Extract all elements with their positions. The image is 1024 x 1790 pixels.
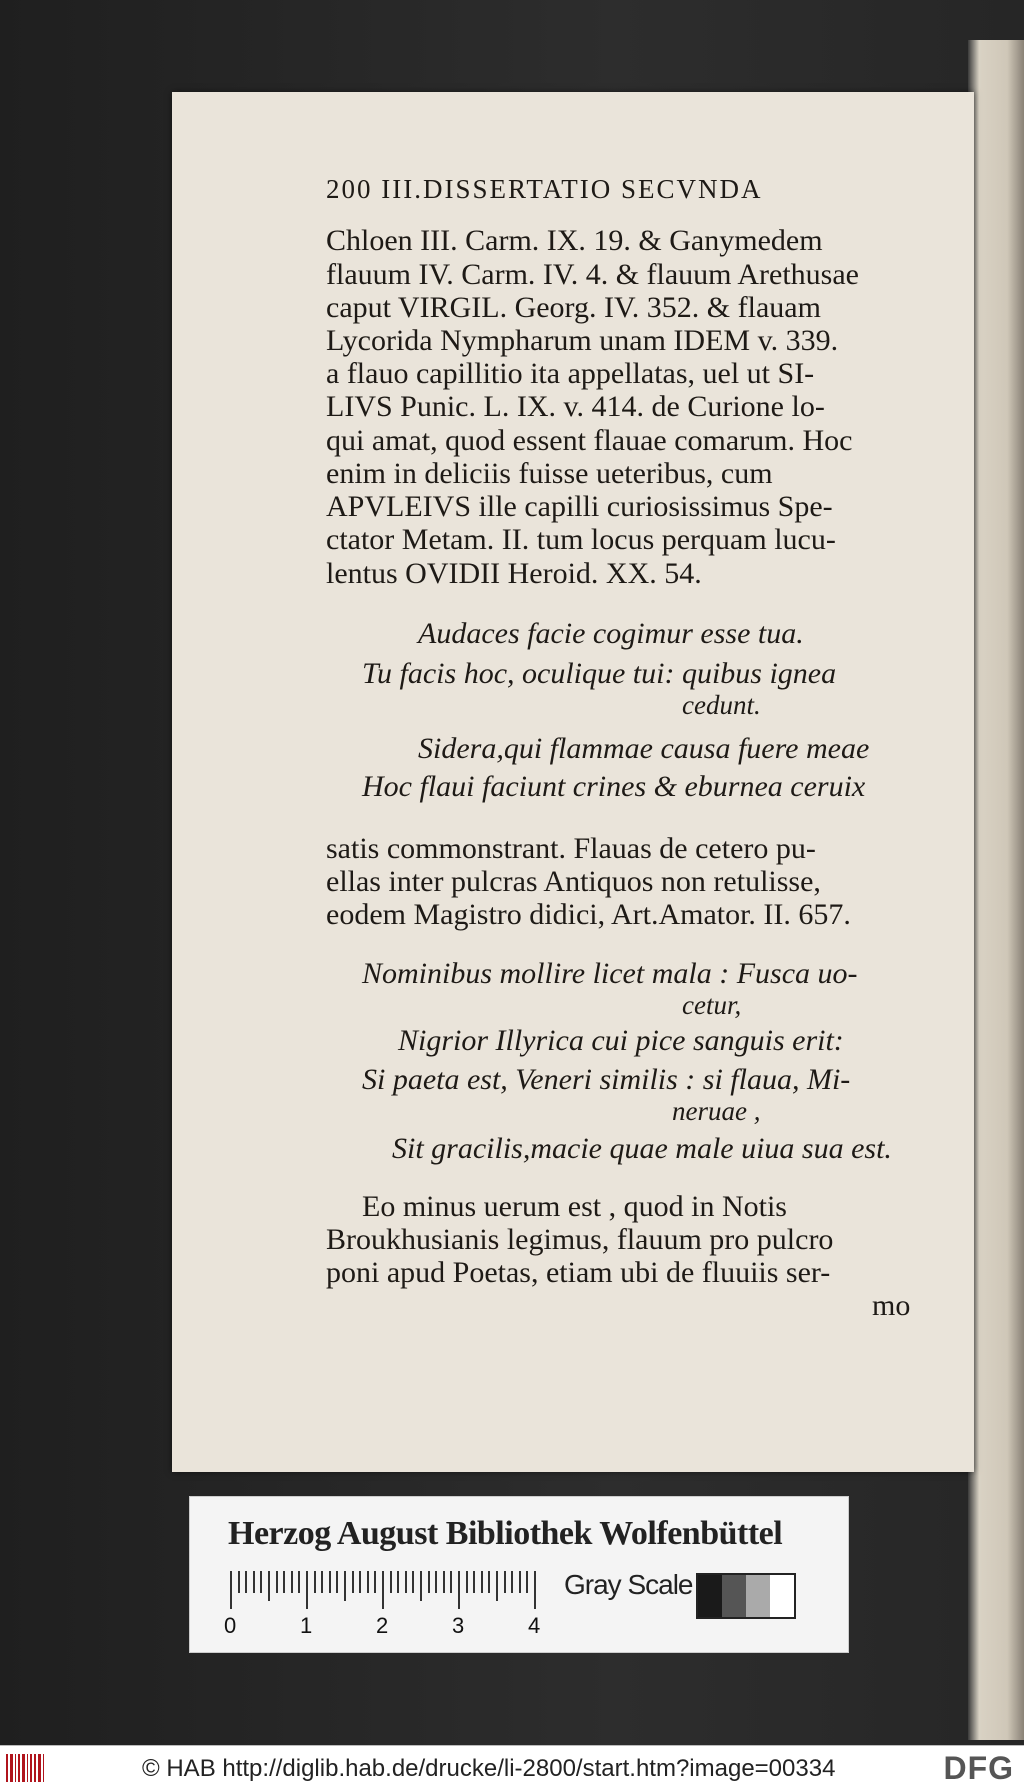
ruler-tick bbox=[321, 1571, 323, 1593]
color-calibration-card bbox=[189, 1496, 849, 1653]
ruler-tick bbox=[496, 1571, 498, 1601]
gray-scale-label: Gray Scale bbox=[564, 1569, 693, 1600]
text-line: LIVS Punic. L. IX. v. 414. de Curione lo- bbox=[326, 390, 825, 423]
text-line: Chloen III. Carm. IX. 19. & Ganymedem bbox=[326, 224, 823, 257]
ruler-tick bbox=[412, 1571, 414, 1593]
ruler-tick bbox=[488, 1571, 490, 1593]
ruler-tick bbox=[230, 1571, 232, 1609]
ruler-tick bbox=[473, 1571, 475, 1593]
scale-number: 1 bbox=[300, 1613, 313, 1638]
ruler-tick bbox=[450, 1571, 452, 1593]
text-line: lentus OVIDII Heroid. XX. 54. bbox=[326, 557, 702, 590]
ruler-tick bbox=[405, 1571, 407, 1593]
text-line: qui amat, quod essent flauae comarum. Hoc bbox=[326, 424, 853, 457]
ruler-tick bbox=[359, 1571, 361, 1593]
ruler-tick bbox=[298, 1571, 300, 1593]
library-name: Herzog August Bibliothek Wolfenbüttel bbox=[228, 1515, 783, 1552]
ruler-tick bbox=[336, 1571, 338, 1593]
text-line: Eo minus uerum est , quod in Notis bbox=[362, 1190, 787, 1223]
ruler-tick bbox=[526, 1571, 528, 1593]
text-line: caput VIRGIL. Georg. IV. 352. & flauam bbox=[326, 291, 821, 324]
verse-line: Si paeta est, Veneri similis : si flaua, Mi- bbox=[362, 1063, 851, 1096]
barcode-stripe bbox=[22, 1754, 25, 1782]
scale-ruler bbox=[230, 1571, 538, 1609]
ruler-tick bbox=[268, 1571, 270, 1601]
verse-line: Tu facis hoc, oculique tui: quibus ignea bbox=[362, 657, 837, 690]
ruler-tick bbox=[238, 1571, 240, 1593]
barcode-stripe bbox=[27, 1754, 28, 1782]
text-line: eodem Magistro didici, Art.Amator. II. 657. bbox=[326, 898, 851, 931]
ruler-tick bbox=[314, 1571, 316, 1593]
verse-line: cetur, bbox=[682, 990, 742, 1020]
text-line: ctator Metam. II. tum locus perquam lucu- bbox=[326, 523, 836, 556]
dfg-logo: DFG bbox=[943, 1750, 1014, 1786]
footer-bar bbox=[0, 1745, 1024, 1790]
ruler-tick bbox=[534, 1571, 536, 1609]
ruler-tick bbox=[283, 1571, 285, 1593]
ruler-tick bbox=[245, 1571, 247, 1593]
ruler-tick bbox=[428, 1571, 430, 1593]
ruler-tick bbox=[519, 1571, 521, 1593]
scale-number: 3 bbox=[452, 1613, 465, 1638]
ruler-tick bbox=[374, 1571, 376, 1593]
barcode-stripe bbox=[18, 1754, 20, 1782]
ruler-tick bbox=[382, 1571, 384, 1609]
barcode-stripe bbox=[38, 1754, 41, 1782]
ruler-tick bbox=[397, 1571, 399, 1593]
ruler-tick bbox=[367, 1571, 369, 1593]
ruler-tick bbox=[253, 1571, 255, 1593]
swatch-light-gray bbox=[746, 1575, 770, 1617]
text-line: enim in deliciis fuisse ueteribus, cum bbox=[326, 457, 773, 490]
barcode-stripe bbox=[30, 1754, 32, 1782]
ruler-tick bbox=[458, 1571, 460, 1609]
page-header: 200 III.DISSERTATIO SECVNDA bbox=[326, 174, 763, 204]
adjacent-page-edge bbox=[968, 40, 1024, 1740]
ruler-tick bbox=[466, 1571, 468, 1593]
verse-line: Sit gracilis,macie quae male uiua sua est. bbox=[392, 1132, 892, 1165]
hab-logo-icon bbox=[6, 1754, 44, 1782]
text-line: a flauo capillitio ita appellatas, uel ut SI- bbox=[326, 357, 815, 390]
swatch-dark-gray bbox=[722, 1575, 746, 1617]
verse-line: Sidera,qui flammae causa fuere meae bbox=[418, 732, 870, 765]
ruler-tick bbox=[443, 1571, 445, 1593]
ruler-tick bbox=[504, 1571, 506, 1593]
barcode-stripe bbox=[10, 1754, 13, 1782]
swatch-black bbox=[698, 1575, 722, 1617]
ruler-tick bbox=[511, 1571, 513, 1593]
ruler-tick bbox=[329, 1571, 331, 1593]
verse-line: Nigrior Illyrica cui pice sanguis erit: bbox=[398, 1024, 844, 1057]
text-line: mo bbox=[872, 1289, 911, 1322]
ruler-tick bbox=[306, 1571, 308, 1609]
verse-line: Hoc flaui faciunt crines & eburnea ceruix bbox=[362, 770, 866, 803]
verse-line: cedunt. bbox=[682, 690, 761, 720]
barcode-stripe bbox=[6, 1754, 8, 1782]
verse-line: Nominibus mollire licet mala : Fusca uo- bbox=[362, 957, 858, 990]
scale-number: 0 bbox=[224, 1613, 237, 1638]
verse-line: Audaces facie cogimur esse tua. bbox=[418, 617, 804, 650]
text-line: Lycorida Nympharum unam IDEM v. 339. bbox=[326, 324, 839, 357]
swatch-white bbox=[770, 1575, 794, 1617]
ruler-tick bbox=[390, 1571, 392, 1593]
ruler-tick bbox=[481, 1571, 483, 1593]
verse-line: neruae , bbox=[672, 1096, 761, 1126]
ruler-tick bbox=[435, 1571, 437, 1593]
text-line: APVLEIVS ille capilli curiosissimus Spe- bbox=[326, 490, 833, 523]
barcode-stripe bbox=[15, 1754, 16, 1782]
scale-number: 4 bbox=[528, 1613, 541, 1638]
ruler-tick bbox=[420, 1571, 422, 1601]
barcode-stripe bbox=[34, 1754, 36, 1782]
ruler-tick bbox=[260, 1571, 262, 1593]
scale-number: 2 bbox=[376, 1613, 389, 1638]
text-line: ellas inter pulcras Antiquos non retulisse, bbox=[326, 865, 821, 898]
ruler-tick bbox=[344, 1571, 346, 1601]
ruler-tick bbox=[276, 1571, 278, 1593]
text-line: satis commonstrant. Flauas de cetero pu- bbox=[326, 832, 816, 865]
text-line: flauum IV. Carm. IV. 4. & flauum Arethusae bbox=[326, 258, 859, 291]
text-line: Broukhusianis legimus, flauum pro pulcro bbox=[326, 1223, 834, 1256]
barcode-stripe bbox=[43, 1754, 44, 1782]
ruler-tick bbox=[352, 1571, 354, 1593]
gray-scale-swatches bbox=[696, 1573, 796, 1619]
source-url[interactable]: © HAB http://diglib.hab.de/drucke/li-2800/start.htm?image=00334 bbox=[142, 1755, 836, 1782]
ruler-tick bbox=[291, 1571, 293, 1593]
text-line: poni apud Poetas, etiam ubi de fluuiis ser- bbox=[326, 1256, 831, 1289]
book-page bbox=[172, 92, 974, 1472]
